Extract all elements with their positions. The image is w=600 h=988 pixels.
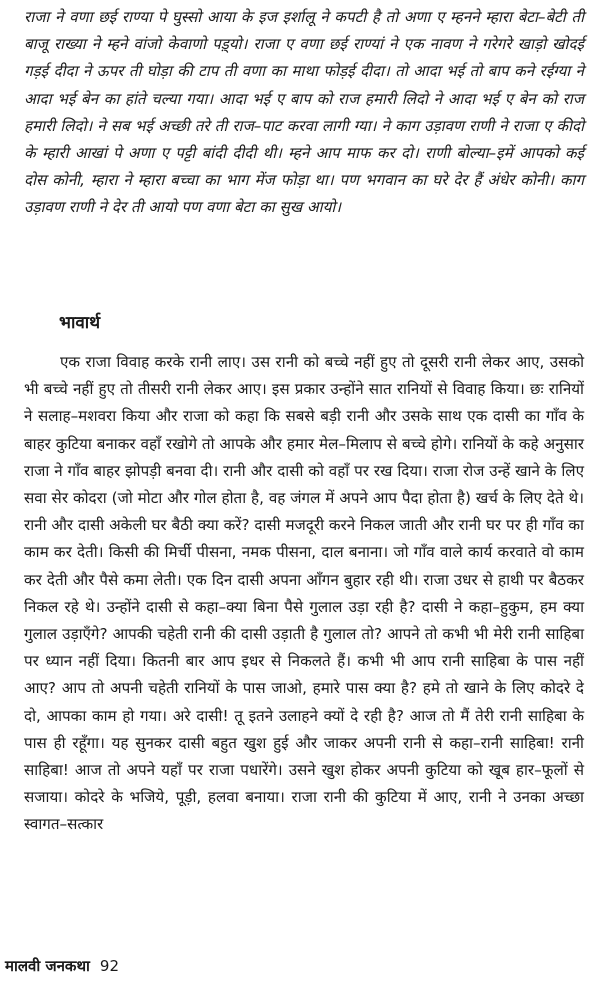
dialect-paragraph: राजा ने वणा छई राण्या पे घुस्सो आया के इज इर्शालू ने कपटी है तो अणा ए म्हनने म्हारा बेटा–बेटी ती बाजू राख्या ने म्हने वांजो केवाणो पड़्यो। राजा ए वणा छई राण्यां ने एक नावण ने गरेगरे खाड़ो खोदई गड़ई दीदा ने ऊपर ती घोड़ा की टाप ती वणा का माथा फोड़ई दीदा। तो आदा भई तो बाप कने रईग्या ने आदा भई बेन का हांते चल्या गया। आदा भई ए बाप को राज हमारी लिदो ने आदा भई ए बेन को राज हमारी लिदो। ने सब भई अच्छी तरे ती राज–पाट करवा लागी ग्या। ने काग उड़ावण राणी ने राजा ए कीदो के म्हारी आखां पे अणा ए पट्टी बांदी दीदी थी। म्हने आप माफ कर दो। राणी बोल्या–इमें आपको कई दोस कोनी, म्हारा ने म्हारा बच्चा का भाग मेंज फोड़ा था। पण भगवान का घरे देर हैं अंधेर कोनी। काग उड़ावण राणी ने देर ती आयो पण वणा बेटा का सुख आयो।	[24, 8, 584, 217]
page-number: 92	[99, 957, 120, 975]
section-heading: भावार्थ	[59, 313, 101, 333]
page-footer	[5, 955, 119, 977]
meaning-paragraph: एक राजा विवाह करके रानी लाए। उस रानी को बच्चे नहीं हुए तो दूसरी रानी लेकर आए, उसको भी बच्चे नहीं हुए तो तीसरी रानी लेकर आए। इस प्रकार उन्होंने सात रानियों से विवाह किया। छः रानियों ने सलाह–मशवरा किया और राजा को कहा कि सबसे बड़ी रानी और उसके साथ एक दासी का गाँव के बाहर कुटिया बनाकर वहाँ रखोगे तो आपके और हमार मेल–मिलाप से बच्चे होगे। रानियों के कहे अनुसार राजा ने गाँव बाहर झोपड़ी बनवा दी। रानी और दासी को वहाँ पर रख दिया। राजा रोज उन्हें खाने के लिए सवा सेर कोदरा (जो मोटा और गोल होता है, वह जंगल में अपने आप पैदा होता है) खर्च के लिए देते थे। रानी और दासी अकेली घर बैठी क्या करें? दासी मजदूरी करने निकल जाती और रानी घर पर ही गाँव का काम कर देती। किसी की मिर्ची पीसना, नमक पीसना, दाल बनाना। जो गाँव वाले कार्य करवाते वो काम कर देती और पैसे कमा लेती। एक दिन दासी अपना आँगन बुहार रही थी। राजा उधर से हाथी पर बैठकर निकल रहे थे। उन्होंने दासी से कहा–क्या बिना पैसे गुलाल उड़ा रही है? दासी ने कहा–हुकुम, हम क्या गुलाल उड़ाएँगे? आपकी चहेती रानी की दासी उड़ाती है गुलाल तो? आपने तो कभी भी मेरी रानी साहिबा पर ध्यान नहीं दिया। कितनी बार आप इधर से निकलते हैं। कभी भी आप रानी साहिबा के पास नहीं आए? आप तो अपनी चहेती रानियों के पास जाओ, हमारे पास क्या है? हमे तो खाने के लिए कोदरे दे दो, आपका काम हो गया। अरे दासी! तू इतने उलाहने क्यों दे रही है? आज तो मैं तेरी रानी साहिबा के पास ही रहूँगा। यह सुनकर दासी बहुत खुश हुई और जाकर अपनी रानी से कहा–रानी साहिबा! रानी साहिबा! आज तो अपने यहाँ पर राजा पधारेंगे। उसने खुश होकर अपनी कुटिया को खूब हार–फूलों से सजाया। कोदरे के भजिये, पूड़ी, हलवा बनाया। राजा रानी की कुटिया में आए, रानी ने उनका अच्छा स्वागत–सत्कार	[24, 353, 584, 834]
book-title: मालवी जनकथा	[5, 957, 90, 975]
